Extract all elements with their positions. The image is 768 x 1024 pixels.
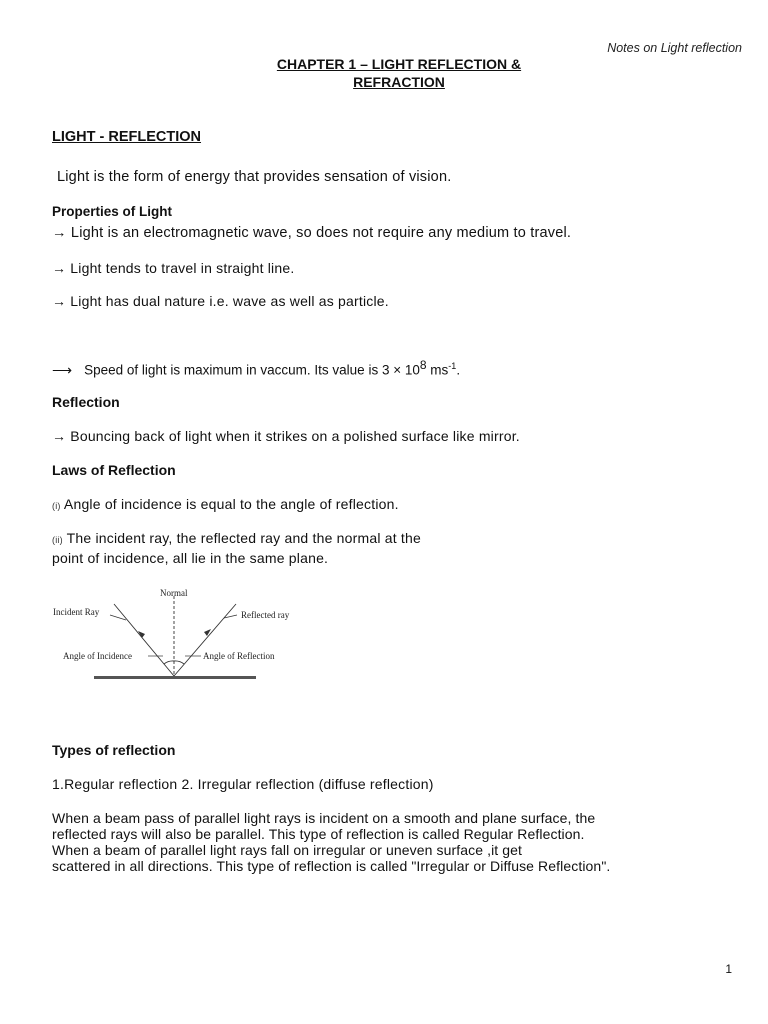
speed-unit: ms: [426, 362, 449, 378]
types-heading: Types of reflection: [52, 742, 176, 758]
mirror-surface: [94, 676, 256, 679]
law-1: [52, 496, 399, 512]
law-2-line-1: [52, 530, 421, 546]
speed-of-light-line: [52, 358, 460, 379]
incident-ray-line: [114, 604, 174, 676]
law-1-number: (i): [52, 501, 61, 511]
types-paragraph: [52, 810, 752, 874]
law-2-line-2: point of incidence, all lie in the same plane.: [52, 550, 329, 566]
angle-incidence-label: Angle of Incidence: [63, 651, 132, 661]
normal-label: Normal: [160, 588, 188, 598]
reflection-heading: Reflection: [52, 394, 120, 410]
page-number: 1: [725, 962, 732, 976]
reflection-diagram: [46, 582, 316, 686]
chapter-title-line2: REFRACTION: [353, 74, 445, 90]
speed-exponent: 8: [419, 358, 427, 372]
angle-reflection-label: Angle of Reflection: [203, 651, 275, 661]
speed-unit-exponent: -1: [448, 361, 457, 371]
types-para-line-3: When a beam of parallel light rays fall on irregular or uneven surface ,it get: [52, 842, 523, 858]
chapter-title-line1: CHAPTER 1 – LIGHT REFLECTION &: [276, 56, 522, 72]
chapter-title: [0, 55, 768, 91]
types-para-line-4: scattered in all directions. This type of reflection is called "Irregular or Diffuse Reflection".: [52, 858, 611, 874]
reflection-definition: → Bouncing back of light when it strikes on a polished surface like mirror.: [52, 428, 520, 444]
law-2-text-line-1: The incident ray, the reflected ray and the normal at the: [66, 530, 421, 546]
arrow-icon: ⟶: [52, 361, 73, 378]
intro-text: Light is the form of energy that provides sensation of vision.: [57, 169, 452, 185]
reflected-ray-label: Reflected ray: [241, 610, 290, 620]
law-2-number: (ii): [52, 535, 63, 545]
types-list: 1.Regular reflection 2. Irregular reflection (diffuse reflection): [52, 776, 434, 792]
property-item-2: → Light tends to travel in straight line.: [52, 260, 295, 276]
speed-end: .: [456, 362, 461, 378]
types-para-line-1: When a beam pass of parallel light rays is incident on a smooth and plane surface, the: [52, 810, 596, 826]
section-heading-light-reflection: LIGHT - REFLECTION: [52, 129, 202, 145]
property-item-3: → Light has dual nature i.e. wave as well as particle.: [52, 293, 389, 309]
header-note: Notes on Light reflection: [607, 41, 742, 55]
incidence-angle-arc: [164, 661, 174, 664]
property-item-1: → Light is an electromagnetic wave, so does not require any medium to travel.: [52, 225, 572, 241]
reflected-ray-line: [174, 604, 236, 676]
laws-heading: Laws of Reflection: [52, 462, 176, 478]
reflection-angle-arc: [174, 661, 184, 664]
speed-text: Speed of light is maximum in vaccum. Its value is 3 × 10: [84, 362, 420, 378]
incident-ray-label: Incident Ray: [53, 607, 100, 617]
reflected-arrow-icon: [204, 629, 211, 636]
types-para-line-2: reflected rays will also be parallel. This type of reflection is called Regular Reflection.: [52, 826, 585, 842]
law-1-text: Angle of incidence is equal to the angle of reflection.: [63, 496, 399, 512]
properties-heading: Properties of Light: [52, 204, 173, 219]
